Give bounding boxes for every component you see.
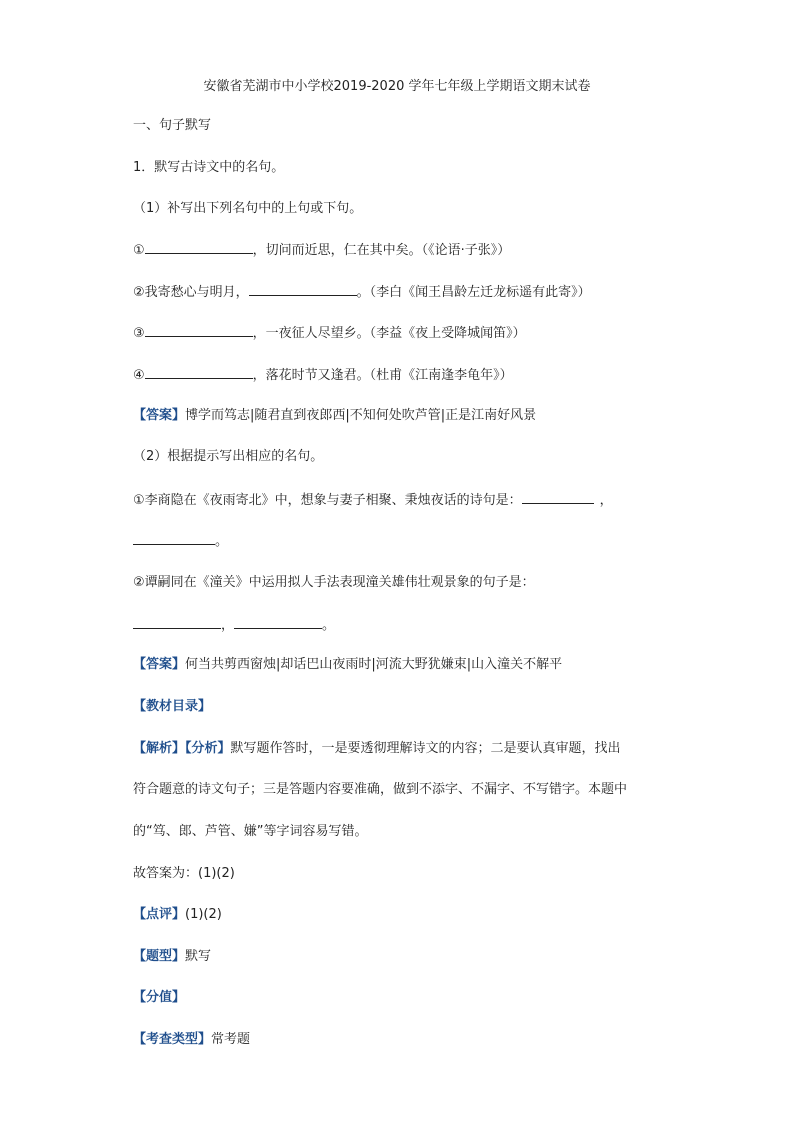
- answer-blank: [145, 324, 253, 337]
- item-prefix: ③: [133, 326, 145, 341]
- score-label: 【分值】: [133, 990, 186, 1005]
- answer-blank: [145, 241, 253, 254]
- fill-item-5: [133, 491, 613, 510]
- item-end: 。: [322, 618, 336, 633]
- answer-2: [133, 656, 562, 674]
- item-prefix: ④: [133, 368, 145, 383]
- item-comma: ，: [599, 493, 613, 508]
- item-text: ，落花时节又逢君。（杜甫《江南逢李龟年》）: [252, 368, 513, 383]
- analysis-label: 【解析】【分析】: [133, 741, 231, 756]
- page-title: 安徽省芜湖市中小学校2019-2020 学年七年级上学期语文期末试卷: [203, 79, 591, 94]
- item-text: ①李商隐在《夜雨寄北》中，想象与妻子相聚、秉烛夜话的诗句是：: [133, 493, 522, 508]
- comment-label: 【点评】: [133, 907, 186, 922]
- answer-label: 【答案】: [133, 657, 186, 672]
- question-1: 1．默写古诗文中的名句。: [133, 160, 285, 175]
- fill-item-5-cont: [133, 532, 228, 551]
- exam-type-label: 【考查类型】: [133, 1032, 212, 1047]
- fill-item-3: [133, 324, 526, 343]
- comment-text: (1)(2): [185, 907, 222, 922]
- answer-text: 博学而笃志|随君直到夜郎西|不知何处吹芦管|正是江南好风景: [185, 408, 537, 423]
- analysis-text: 默写题作答时，一是要透彻理解诗文的内容；二是要认真审题，找出: [230, 741, 621, 756]
- item-text: ，切问而近思，仁在其中矣。（《论语·子张》）: [252, 243, 511, 258]
- final-answer: 故答案为：(1)(2): [133, 866, 235, 881]
- fill-item-2: [133, 283, 591, 302]
- answer-blank: [234, 616, 322, 629]
- answer-1: [133, 407, 536, 425]
- question-type-section: [133, 948, 211, 966]
- fill-item-4: [133, 366, 513, 385]
- subquestion-1: （1）补写出下列名句中的上句或下句。: [133, 201, 363, 216]
- answer-label: 【答案】: [133, 408, 186, 423]
- item-text: ，一夜征人尽望乡。（李益《夜上受降城闻笛》）: [252, 326, 526, 341]
- section-heading: 一、句子默写: [133, 118, 212, 133]
- answer-blank: [249, 283, 357, 296]
- item-prefix: ①: [133, 243, 145, 258]
- comment-section: [133, 906, 222, 924]
- item-text: 。（李白《闻王昌龄左迁龙标遥有此寄》）: [356, 285, 591, 300]
- type-text: 默写: [185, 949, 212, 964]
- answer-blank: [133, 532, 215, 545]
- subquestion-2: （2）根据提示写出相应的名句。: [133, 449, 324, 464]
- item-end: 。: [215, 534, 229, 549]
- fill-item-6-cont: [133, 616, 335, 635]
- answer-blank: [522, 491, 594, 504]
- catalog-section: [133, 698, 211, 716]
- fill-item-1: [133, 241, 510, 260]
- answer-blank: [145, 366, 253, 379]
- analysis-line-3: 的“笃、郎、芦管、嫌”等字词容易写错。: [133, 824, 368, 839]
- analysis-line-1: [133, 740, 621, 758]
- answer-text: 何当共剪西窗烛|却话巴山夜雨时|河流大野犹嫌束|山入潼关不解平: [185, 657, 563, 672]
- exam-type-section: [133, 1031, 250, 1049]
- item-prefix: ②我寄愁心与明月，: [133, 285, 249, 300]
- fill-item-6: ②谭嗣同在《潼关》中运用拟人手法表现潼关雄伟壮观景象的句子是：: [133, 575, 535, 590]
- answer-blank: [133, 616, 221, 629]
- catalog-label: 【教材目录】: [133, 699, 212, 714]
- analysis-line-2: 符合题意的诗文句子；三是答题内容要准确，做到不添字、不漏字、不写错字。本题中: [133, 782, 628, 797]
- exam-type-text: 常考题: [211, 1032, 251, 1047]
- type-label: 【题型】: [133, 949, 186, 964]
- score-section: [133, 989, 185, 1007]
- item-comma: ，: [221, 618, 235, 633]
